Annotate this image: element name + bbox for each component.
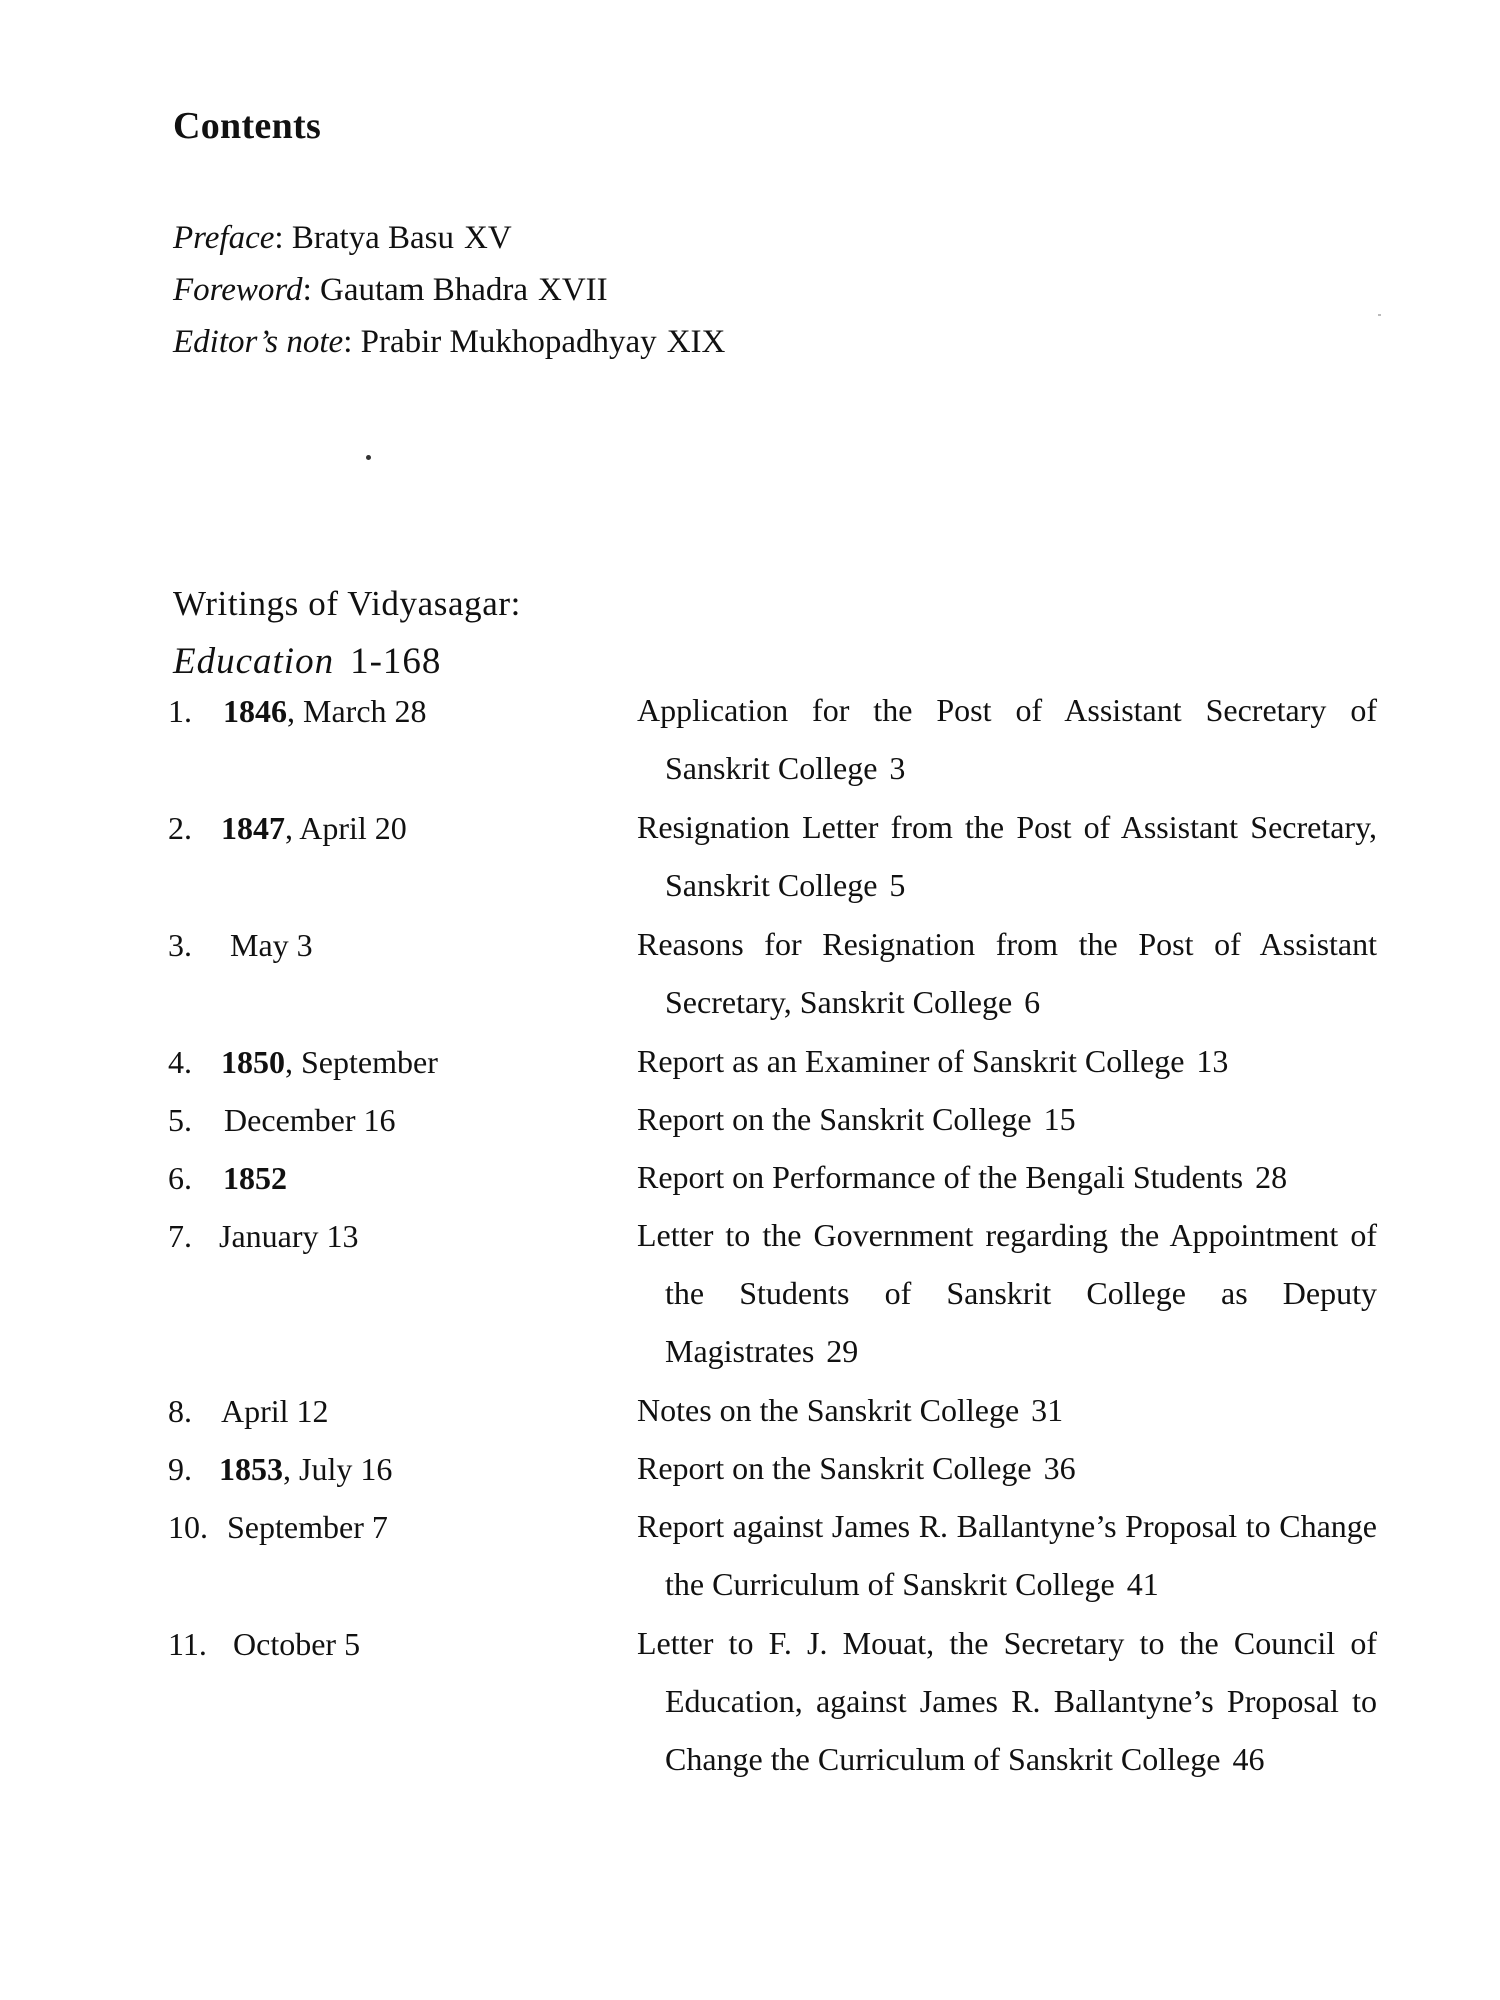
- entry-date-text: , July 16: [283, 1451, 393, 1487]
- entry-title-block: [637, 1497, 1377, 1613]
- front-matter-preface: Preface: Bratya Basu XV: [173, 220, 512, 256]
- entry-title-block: [637, 1206, 1377, 1380]
- front-matter-page: XVII: [538, 272, 608, 308]
- entry-page: 13: [1196, 1043, 1229, 1079]
- entry-date-text: January 13: [219, 1218, 359, 1254]
- front-matter-label: Foreword: [173, 272, 303, 308]
- print-speck: [1378, 314, 1381, 316]
- entry-year: 1847: [221, 810, 285, 846]
- entry-date: [223, 1160, 287, 1197]
- entry-title-block: [637, 915, 1377, 1031]
- entry-title: Report on the Sanskrit College: [637, 1450, 1032, 1486]
- entry-title: Application for the Post of Assistant Secretary of Sanskrit College: [637, 692, 1377, 786]
- entry-title-block: [637, 1614, 1377, 1788]
- entry-date: [219, 1451, 392, 1488]
- front-matter-page: XV: [464, 220, 512, 256]
- entry-date-text: October 5: [233, 1626, 361, 1662]
- entry-year: 1850: [221, 1044, 285, 1080]
- entry-date: [221, 1393, 329, 1430]
- entry-date: [224, 1102, 395, 1139]
- section-subtitle-text: Education: [173, 641, 335, 682]
- page-title: Contents: [173, 105, 322, 147]
- front-matter-name: Gautam Bhadra: [319, 272, 528, 308]
- entry-page: 5: [889, 867, 906, 903]
- front-matter-name: Prabir Mukhopadhyay: [360, 324, 657, 360]
- entry-number: 5.: [168, 1102, 192, 1138]
- entry-title: Resignation Letter from the Post of Assistant Secretary, Sanskrit College: [637, 809, 1377, 903]
- entry-number: 9.: [168, 1451, 192, 1487]
- entry-page: 28: [1255, 1159, 1288, 1195]
- entry-title-block: [637, 1032, 1377, 1090]
- print-speck: [366, 455, 371, 460]
- entry-date: [233, 1626, 360, 1663]
- entry-title: Report as an Examiner of Sanskrit College: [637, 1043, 1185, 1079]
- entry-date-text: April 12: [221, 1393, 329, 1429]
- entry-title-block: [637, 1148, 1377, 1206]
- section-page-range: 1-168: [350, 641, 442, 682]
- entry-date-text: , April 20: [285, 810, 407, 846]
- entry-page: 36: [1043, 1450, 1076, 1486]
- entry-year: 1852: [223, 1160, 287, 1196]
- front-matter-foreword: Foreword: Gautam Bhadra XVII: [173, 272, 608, 308]
- entry-title: Letter to F. J. Mouat, the Secretary to the Council of Education, against James R. Ballantyne’s Proposal to Change the Curriculum of Sanskrit College: [637, 1625, 1377, 1777]
- front-matter-name: Bratya Basu: [291, 220, 455, 256]
- entry-date: [221, 1044, 438, 1081]
- entry-page: 6: [1024, 984, 1041, 1020]
- entry-page: 3: [889, 750, 906, 786]
- entry-title: Report on Performance of the Bengali Students: [637, 1159, 1244, 1195]
- entry-number: 10.: [168, 1509, 208, 1545]
- front-matter-editors-note: Editor’s note: Prabir Mukhopadhyay XIX: [173, 324, 726, 360]
- entry-title: Report on the Sanskrit College: [637, 1101, 1032, 1137]
- entry-title: Report against James R. Ballantyne’s Proposal to Change the Curriculum of Sanskrit College: [637, 1508, 1377, 1602]
- entry-page: 15: [1043, 1101, 1076, 1137]
- entry-number: 1.: [168, 693, 192, 729]
- entry-number: 11.: [168, 1626, 207, 1662]
- section-title: Writings of Vidyasagar:: [173, 584, 521, 623]
- entry-date-text: December 16: [224, 1102, 396, 1138]
- entry-page: 46: [1232, 1741, 1265, 1777]
- entry-title-block: [637, 1090, 1377, 1148]
- entry-page: 41: [1126, 1566, 1159, 1602]
- entry-title-block: [637, 1381, 1377, 1439]
- entry-title: Letter to the Government regarding the Appointment of the Students of Sanskrit College as Deputy Magistrates: [637, 1217, 1377, 1369]
- entry-page: 29: [826, 1333, 859, 1369]
- entry-title: Reasons for Resignation from the Post of Assistant Secretary, Sanskrit College: [637, 926, 1377, 1020]
- entry-title-block: [637, 1439, 1377, 1497]
- entry-title: Notes on the Sanskrit College: [637, 1392, 1020, 1428]
- entry-date: [223, 693, 427, 730]
- section-subtitle: [173, 640, 441, 683]
- entry-number: 7.: [168, 1218, 192, 1254]
- entry-date-text: May 3: [230, 927, 313, 963]
- entry-date-text: , September: [285, 1044, 438, 1080]
- entry-number: 8.: [168, 1393, 192, 1429]
- front-matter-label: Preface: [173, 220, 275, 256]
- entry-date: [227, 1509, 388, 1546]
- entry-number: 4.: [168, 1044, 192, 1080]
- front-matter-label: Editor’s note: [173, 324, 344, 360]
- front-matter-page: XIX: [666, 324, 726, 360]
- entry-date: [219, 1218, 359, 1255]
- entry-number: 6.: [168, 1160, 192, 1196]
- entry-title-block: [637, 681, 1377, 797]
- entry-page: 31: [1031, 1392, 1064, 1428]
- entry-date: [221, 810, 407, 847]
- entry-date-text: , March 28: [287, 693, 427, 729]
- entry-title-block: [637, 798, 1377, 914]
- entry-year: 1846: [223, 693, 287, 729]
- entry-date-text: September 7: [227, 1509, 388, 1545]
- entry-year: 1853: [219, 1451, 283, 1487]
- entry-date: [230, 927, 313, 964]
- entry-number: 2.: [168, 810, 192, 846]
- entry-number: 3.: [168, 927, 192, 963]
